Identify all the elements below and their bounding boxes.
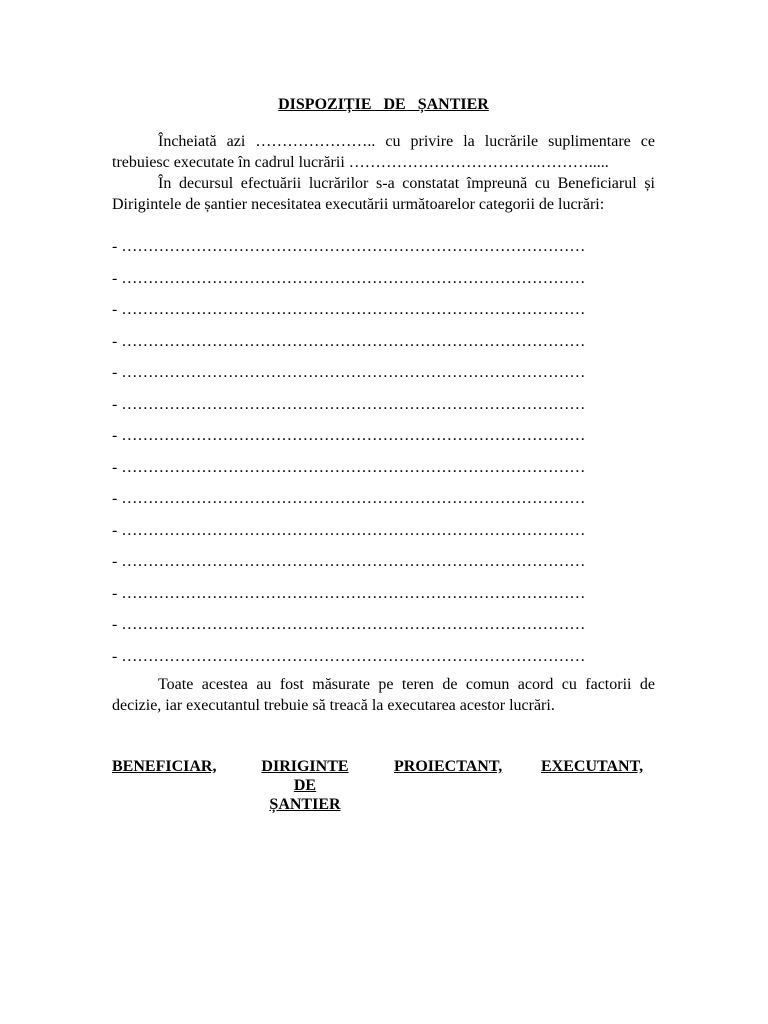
signature-beneficiar: BENEFICIAR, [112,758,217,775]
list-item: - …………………………………………………………………………… [112,269,586,287]
document-title: DISPOZIȚIE DE ȘANTIER [278,96,489,113]
signature-diriginte-line3: ȘANTIER [269,796,341,813]
signature-diriginte [250,757,360,814]
signature-diriginte-line2: DE [293,777,317,794]
intro-paragraph [112,131,655,173]
signature-executant: EXECUTANT, [541,758,644,775]
signature-proiectant: PROIECTANT, [394,758,503,775]
list-item: - …………………………………………………………………………… [112,616,586,633]
list-item: - …………………………………………………………………………… [112,427,586,444]
intro-text: Încheiată azi ………………….. cu privire la lucrările suplimentare ce trebuiesc executate în cadrul lucrării ………………………………………..... [112,133,655,171]
list-item: - …………………………………………………………………………… [112,395,586,413]
list-item: - …………………………………………………………………………… [112,584,586,602]
list-item: - …………………………………………………………………………… [112,553,586,570]
list-item: - …………………………………………………………………………… [112,458,586,476]
list-item: - …………………………………………………………………………… [112,490,586,507]
list-item: - …………………………………………………………………………… [112,301,586,318]
list-item: - …………………………………………………………………………… [112,332,586,350]
list-item: - …………………………………………………………………………… [112,521,586,539]
findings-text: În decursul efectuării lucrărilor s-a constatat împreună cu Beneficiarul și Dirigintele de șantier necesitatea executării următoarelor categorii de lucrări: [112,175,655,213]
list-item: - …………………………………………………………………………… [112,238,586,255]
closing-paragraph [112,674,655,716]
signature-diriginte-line1: DIRIGINTE [261,758,349,775]
work-items-list [112,236,655,677]
list-item: - …………………………………………………………………………… [112,364,586,381]
closing-text: Toate acestea au fost măsurate pe teren de comun acord cu factorii de decizie, iar executantul trebuie să treacă la executarea acestor lucrări. [112,676,655,714]
list-item: - …………………………………………………………………………… [112,647,586,665]
findings-paragraph [112,173,655,215]
